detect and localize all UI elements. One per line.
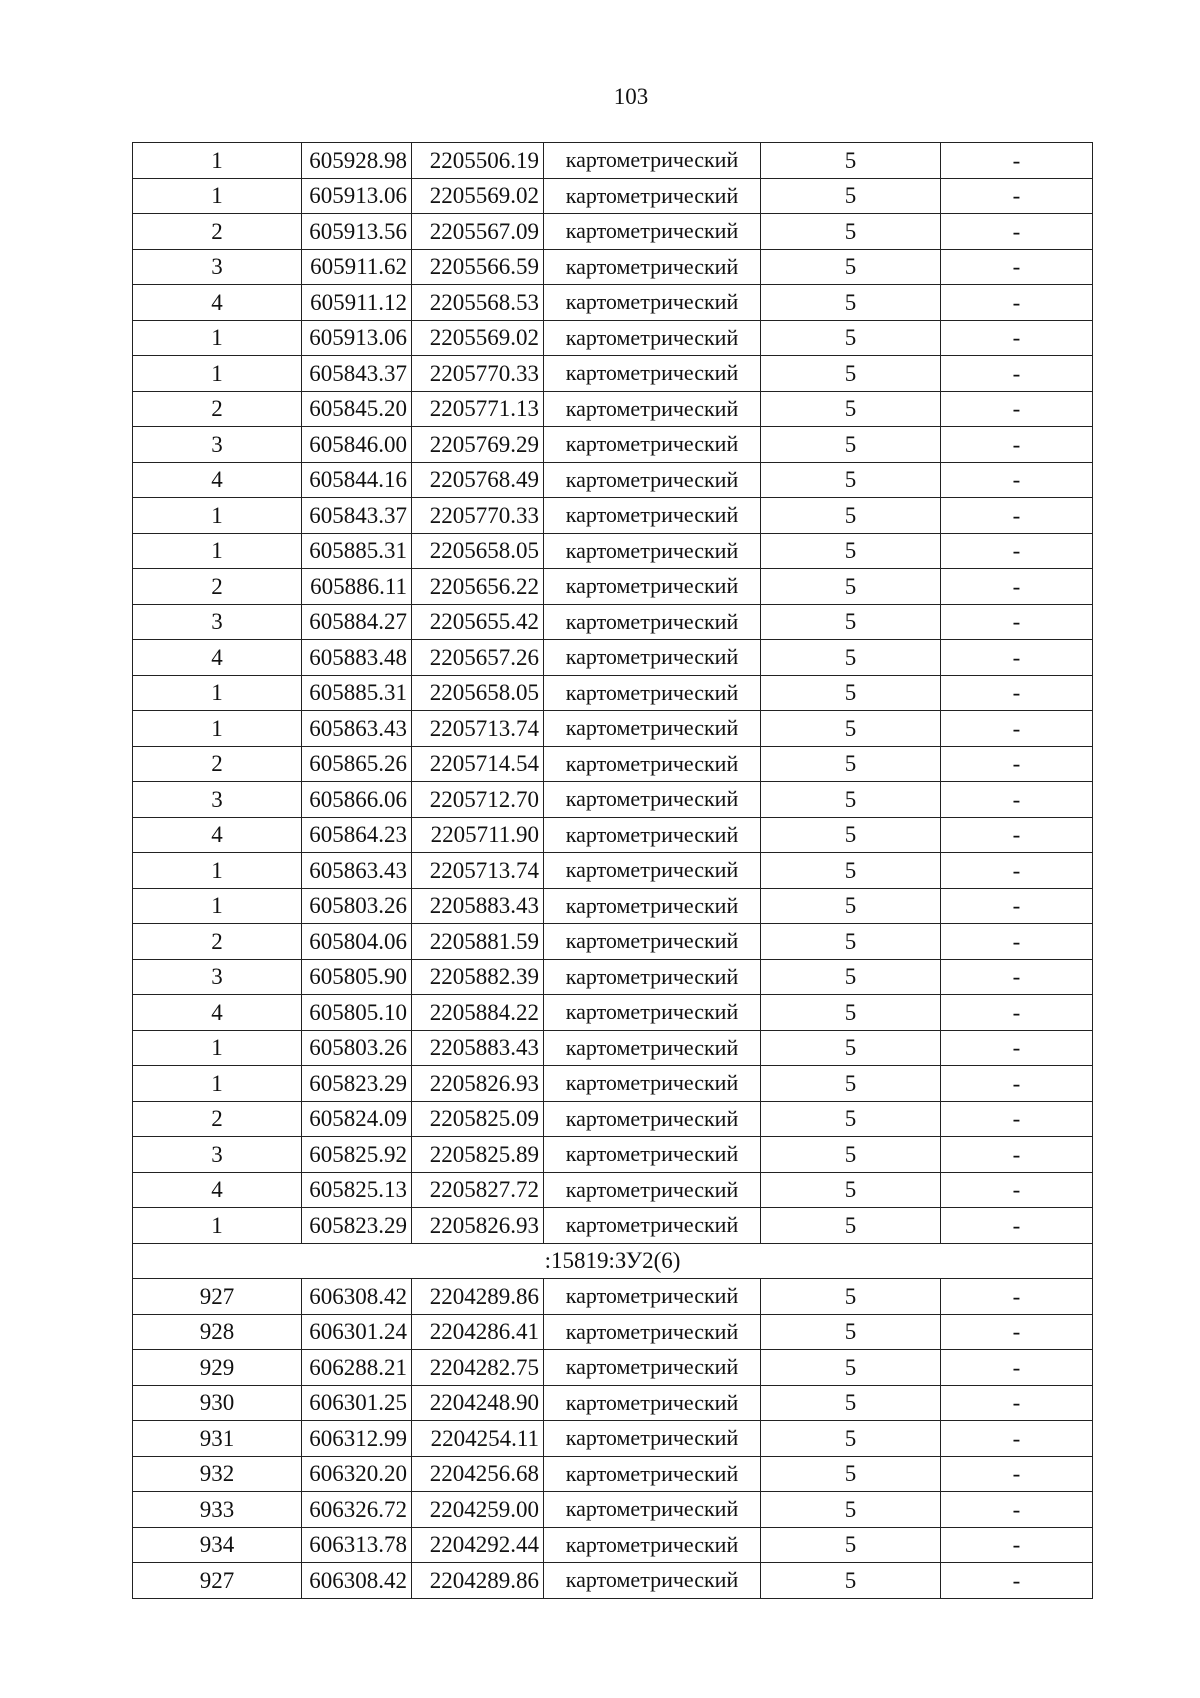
method-cell: картометрический (544, 1456, 761, 1492)
description-cell: - (941, 320, 1093, 356)
y-coordinate-cell: 2205567.09 (412, 214, 544, 250)
x-coordinate-cell: 605864.23 (302, 817, 412, 853)
method-cell: картометрический (544, 853, 761, 889)
accuracy-cell: 5 (761, 1066, 941, 1102)
description-cell: - (941, 1279, 1093, 1315)
description-cell: - (941, 214, 1093, 250)
description-cell: - (941, 498, 1093, 534)
y-coordinate-cell: 2205711.90 (412, 817, 544, 853)
accuracy-cell: 5 (761, 391, 941, 427)
description-cell: - (941, 604, 1093, 640)
table-row (133, 746, 1093, 782)
table-row (133, 640, 1093, 676)
x-coordinate-cell: 605866.06 (302, 782, 412, 818)
table-row (133, 782, 1093, 818)
table-row (133, 1208, 1093, 1244)
table-row (133, 143, 1093, 179)
x-coordinate-cell: 605843.37 (302, 498, 412, 534)
table-row (133, 1527, 1093, 1563)
method-cell: картометрический (544, 746, 761, 782)
method-cell: картометрический (544, 356, 761, 392)
y-coordinate-cell: 2205566.59 (412, 249, 544, 285)
description-cell: - (941, 1421, 1093, 1457)
table-row (133, 924, 1093, 960)
y-coordinate-cell: 2205827.72 (412, 1172, 544, 1208)
point-number-cell: 4 (133, 1172, 302, 1208)
description-cell: - (941, 178, 1093, 214)
point-number-cell: 4 (133, 462, 302, 498)
x-coordinate-cell: 605913.06 (302, 320, 412, 356)
method-cell: картометрический (544, 214, 761, 250)
method-cell: картометрический (544, 995, 761, 1031)
table-row (133, 853, 1093, 889)
y-coordinate-cell: 2204292.44 (412, 1527, 544, 1563)
point-number-cell: 3 (133, 249, 302, 285)
y-coordinate-cell: 2205826.93 (412, 1208, 544, 1244)
y-coordinate-cell: 2205826.93 (412, 1066, 544, 1102)
table-row (133, 1385, 1093, 1421)
y-coordinate-cell: 2204259.00 (412, 1492, 544, 1528)
method-cell: картометрический (544, 640, 761, 676)
method-cell: картометрический (544, 143, 761, 179)
y-coordinate-cell: 2205658.05 (412, 533, 544, 569)
x-coordinate-cell: 605805.90 (302, 959, 412, 995)
description-cell: - (941, 533, 1093, 569)
point-number-cell: 3 (133, 959, 302, 995)
description-cell: - (941, 1456, 1093, 1492)
x-coordinate-cell: 605863.43 (302, 711, 412, 747)
description-cell: - (941, 746, 1093, 782)
method-cell: картометрический (544, 675, 761, 711)
table-row (133, 888, 1093, 924)
table-row (133, 498, 1093, 534)
accuracy-cell: 5 (761, 1030, 941, 1066)
description-cell: - (941, 1066, 1093, 1102)
x-coordinate-cell: 605845.20 (302, 391, 412, 427)
point-number-cell: 1 (133, 356, 302, 392)
point-number-cell: 1 (133, 1030, 302, 1066)
method-cell: картометрический (544, 1279, 761, 1315)
method-cell: картометрический (544, 1492, 761, 1528)
description-cell: - (941, 1137, 1093, 1173)
method-cell: картометрический (544, 782, 761, 818)
x-coordinate-cell: 606320.20 (302, 1456, 412, 1492)
x-coordinate-cell: 605885.31 (302, 675, 412, 711)
table-row (133, 959, 1093, 995)
x-coordinate-cell: 605928.98 (302, 143, 412, 179)
accuracy-cell: 5 (761, 249, 941, 285)
table-row (133, 1030, 1093, 1066)
y-coordinate-cell: 2204254.11 (412, 1421, 544, 1457)
y-coordinate-cell: 2205713.74 (412, 853, 544, 889)
x-coordinate-cell: 605803.26 (302, 888, 412, 924)
x-coordinate-cell: 605825.92 (302, 1137, 412, 1173)
description-cell: - (941, 888, 1093, 924)
accuracy-cell: 5 (761, 924, 941, 960)
y-coordinate-cell: 2205769.29 (412, 427, 544, 463)
y-coordinate-cell: 2205656.22 (412, 569, 544, 605)
x-coordinate-cell: 605865.26 (302, 746, 412, 782)
method-cell: картометрический (544, 711, 761, 747)
description-cell: - (941, 1208, 1093, 1244)
point-number-cell: 932 (133, 1456, 302, 1492)
description-cell: - (941, 1492, 1093, 1528)
description-cell: - (941, 924, 1093, 960)
table-row (133, 320, 1093, 356)
table-row (133, 1563, 1093, 1599)
table-row (133, 1172, 1093, 1208)
y-coordinate-cell: 2204248.90 (412, 1385, 544, 1421)
y-coordinate-cell: 2205768.49 (412, 462, 544, 498)
description-cell: - (941, 817, 1093, 853)
point-number-cell: 4 (133, 995, 302, 1031)
y-coordinate-cell: 2205569.02 (412, 320, 544, 356)
table-row (133, 533, 1093, 569)
y-coordinate-cell: 2205657.26 (412, 640, 544, 676)
accuracy-cell: 5 (761, 356, 941, 392)
method-cell: картометрический (544, 888, 761, 924)
method-cell: картометрический (544, 1066, 761, 1102)
accuracy-cell: 5 (761, 888, 941, 924)
y-coordinate-cell: 2205770.33 (412, 498, 544, 534)
table-row (133, 356, 1093, 392)
description-cell: - (941, 640, 1093, 676)
method-cell: картометрический (544, 604, 761, 640)
x-coordinate-cell: 606308.42 (302, 1563, 412, 1599)
accuracy-cell: 5 (761, 1563, 941, 1599)
method-cell: картометрический (544, 1172, 761, 1208)
point-number-cell: 3 (133, 604, 302, 640)
accuracy-cell: 5 (761, 143, 941, 179)
description-cell: - (941, 356, 1093, 392)
x-coordinate-cell: 606308.42 (302, 1279, 412, 1315)
y-coordinate-cell: 2205884.22 (412, 995, 544, 1031)
method-cell: картометрический (544, 320, 761, 356)
accuracy-cell: 5 (761, 817, 941, 853)
x-coordinate-cell: 605911.12 (302, 285, 412, 321)
method-cell: картометрический (544, 462, 761, 498)
table-row (133, 178, 1093, 214)
description-cell: - (941, 853, 1093, 889)
table-row (133, 285, 1093, 321)
table-row (133, 1350, 1093, 1386)
accuracy-cell: 5 (761, 1137, 941, 1173)
x-coordinate-cell: 605803.26 (302, 1030, 412, 1066)
y-coordinate-cell: 2205825.89 (412, 1137, 544, 1173)
description-cell: - (941, 427, 1093, 463)
description-cell: - (941, 1527, 1093, 1563)
method-cell: картометрический (544, 924, 761, 960)
x-coordinate-cell: 605843.37 (302, 356, 412, 392)
point-number-cell: 1 (133, 675, 302, 711)
accuracy-cell: 5 (761, 995, 941, 1031)
x-coordinate-cell: 605823.29 (302, 1066, 412, 1102)
description-cell: - (941, 391, 1093, 427)
x-coordinate-cell: 605913.06 (302, 178, 412, 214)
accuracy-cell: 5 (761, 285, 941, 321)
page-number: 103 (613, 84, 649, 109)
y-coordinate-cell: 2205658.05 (412, 675, 544, 711)
y-coordinate-cell: 2205881.59 (412, 924, 544, 960)
accuracy-cell: 5 (761, 569, 941, 605)
method-cell: картометрический (544, 285, 761, 321)
accuracy-cell: 5 (761, 1421, 941, 1457)
method-cell: картометрический (544, 249, 761, 285)
accuracy-cell: 5 (761, 1527, 941, 1563)
x-coordinate-cell: 605884.27 (302, 604, 412, 640)
method-cell: картометрический (544, 959, 761, 995)
method-cell: картометрический (544, 427, 761, 463)
point-number-cell: 2 (133, 1101, 302, 1137)
accuracy-cell: 5 (761, 853, 941, 889)
table-row (133, 675, 1093, 711)
x-coordinate-cell: 606313.78 (302, 1527, 412, 1563)
point-number-cell: 930 (133, 1385, 302, 1421)
point-number-cell: 1 (133, 1208, 302, 1244)
method-cell: картометрический (544, 391, 761, 427)
point-number-cell: 4 (133, 817, 302, 853)
x-coordinate-cell: 605883.48 (302, 640, 412, 676)
method-cell: картометрический (544, 1137, 761, 1173)
description-cell: - (941, 1314, 1093, 1350)
description-cell: - (941, 1385, 1093, 1421)
point-number-cell: 1 (133, 320, 302, 356)
table-row (133, 1456, 1093, 1492)
point-number-cell: 3 (133, 427, 302, 463)
table-row (133, 249, 1093, 285)
accuracy-cell: 5 (761, 746, 941, 782)
y-coordinate-cell: 2205883.43 (412, 1030, 544, 1066)
method-cell: картометрический (544, 569, 761, 605)
point-number-cell: 1 (133, 533, 302, 569)
x-coordinate-cell: 605804.06 (302, 924, 412, 960)
y-coordinate-cell: 2205883.43 (412, 888, 544, 924)
table-row (133, 1137, 1093, 1173)
accuracy-cell: 5 (761, 214, 941, 250)
x-coordinate-cell: 605825.13 (302, 1172, 412, 1208)
description-cell: - (941, 1172, 1093, 1208)
description-cell: - (941, 1030, 1093, 1066)
table-row (133, 817, 1093, 853)
table-row (133, 1279, 1093, 1315)
y-coordinate-cell: 2204286.41 (412, 1314, 544, 1350)
table-row (133, 1421, 1093, 1457)
y-coordinate-cell: 2204282.75 (412, 1350, 544, 1386)
accuracy-cell: 5 (761, 1279, 941, 1315)
table-row (133, 711, 1093, 747)
y-coordinate-cell: 2205569.02 (412, 178, 544, 214)
method-cell: картометрический (544, 1101, 761, 1137)
y-coordinate-cell: 2205882.39 (412, 959, 544, 995)
description-cell: - (941, 462, 1093, 498)
description-cell: - (941, 959, 1093, 995)
table-row (133, 1492, 1093, 1528)
method-cell: картометрический (544, 498, 761, 534)
accuracy-cell: 5 (761, 427, 941, 463)
point-number-cell: 1 (133, 178, 302, 214)
coordinates-table-body (133, 143, 1093, 1599)
point-number-cell: 1 (133, 498, 302, 534)
x-coordinate-cell: 605886.11 (302, 569, 412, 605)
point-number-cell: 4 (133, 285, 302, 321)
table-row (133, 1066, 1093, 1102)
y-coordinate-cell: 2205825.09 (412, 1101, 544, 1137)
method-cell: картометрический (544, 1350, 761, 1386)
accuracy-cell: 5 (761, 533, 941, 569)
accuracy-cell: 5 (761, 959, 941, 995)
accuracy-cell: 5 (761, 675, 941, 711)
y-coordinate-cell: 2205714.54 (412, 746, 544, 782)
y-coordinate-cell: 2205713.74 (412, 711, 544, 747)
point-number-cell: 2 (133, 569, 302, 605)
method-cell: картометрический (544, 1563, 761, 1599)
description-cell: - (941, 143, 1093, 179)
point-number-cell: 1 (133, 853, 302, 889)
point-number-cell: 927 (133, 1563, 302, 1599)
point-number-cell: 3 (133, 1137, 302, 1173)
point-number-cell: 933 (133, 1492, 302, 1528)
point-number-cell: 927 (133, 1279, 302, 1315)
point-number-cell: 1 (133, 711, 302, 747)
point-number-cell: 2 (133, 214, 302, 250)
section-title: :15819:ЗУ2(6) (133, 1243, 1093, 1279)
accuracy-cell: 5 (761, 498, 941, 534)
point-number-cell: 2 (133, 391, 302, 427)
x-coordinate-cell: 605823.29 (302, 1208, 412, 1244)
description-cell: - (941, 1101, 1093, 1137)
method-cell: картометрический (544, 817, 761, 853)
point-number-cell: 1 (133, 888, 302, 924)
accuracy-cell: 5 (761, 462, 941, 498)
point-number-cell: 1 (133, 1066, 302, 1102)
y-coordinate-cell: 2205655.42 (412, 604, 544, 640)
accuracy-cell: 5 (761, 1456, 941, 1492)
table-row (133, 427, 1093, 463)
x-coordinate-cell: 605913.56 (302, 214, 412, 250)
point-number-cell: 928 (133, 1314, 302, 1350)
x-coordinate-cell: 605844.16 (302, 462, 412, 498)
accuracy-cell: 5 (761, 178, 941, 214)
x-coordinate-cell: 605863.43 (302, 853, 412, 889)
description-cell: - (941, 782, 1093, 818)
accuracy-cell: 5 (761, 1492, 941, 1528)
x-coordinate-cell: 605885.31 (302, 533, 412, 569)
x-coordinate-cell: 605805.10 (302, 995, 412, 1031)
method-cell: картометрический (544, 1385, 761, 1421)
y-coordinate-cell: 2204289.86 (412, 1563, 544, 1599)
x-coordinate-cell: 606312.99 (302, 1421, 412, 1457)
method-cell: картометрический (544, 1314, 761, 1350)
x-coordinate-cell: 606326.72 (302, 1492, 412, 1528)
accuracy-cell: 5 (761, 1101, 941, 1137)
table-row (133, 604, 1093, 640)
description-cell: - (941, 285, 1093, 321)
y-coordinate-cell: 2205568.53 (412, 285, 544, 321)
table-row (133, 995, 1093, 1031)
point-number-cell: 3 (133, 782, 302, 818)
x-coordinate-cell: 606301.25 (302, 1385, 412, 1421)
description-cell: - (941, 675, 1093, 711)
table-row (133, 1101, 1093, 1137)
y-coordinate-cell: 2204289.86 (412, 1279, 544, 1315)
section-header-row (133, 1243, 1093, 1279)
point-number-cell: 4 (133, 640, 302, 676)
description-cell: - (941, 711, 1093, 747)
method-cell: картометрический (544, 1527, 761, 1563)
accuracy-cell: 5 (761, 320, 941, 356)
y-coordinate-cell: 2205506.19 (412, 143, 544, 179)
accuracy-cell: 5 (761, 1350, 941, 1386)
table-row (133, 569, 1093, 605)
method-cell: картометрический (544, 533, 761, 569)
description-cell: - (941, 249, 1093, 285)
y-coordinate-cell: 2205771.13 (412, 391, 544, 427)
accuracy-cell: 5 (761, 1208, 941, 1244)
accuracy-cell: 5 (761, 604, 941, 640)
y-coordinate-cell: 2204256.68 (412, 1456, 544, 1492)
point-number-cell: 1 (133, 143, 302, 179)
coordinates-table (132, 142, 1093, 1599)
description-cell: - (941, 995, 1093, 1031)
method-cell: картометрический (544, 1030, 761, 1066)
x-coordinate-cell: 605911.62 (302, 249, 412, 285)
accuracy-cell: 5 (761, 640, 941, 676)
description-cell: - (941, 1563, 1093, 1599)
description-cell: - (941, 1350, 1093, 1386)
x-coordinate-cell: 606301.24 (302, 1314, 412, 1350)
description-cell: - (941, 569, 1093, 605)
accuracy-cell: 5 (761, 1172, 941, 1208)
method-cell: картометрический (544, 1421, 761, 1457)
point-number-cell: 934 (133, 1527, 302, 1563)
accuracy-cell: 5 (761, 1385, 941, 1421)
method-cell: картометрический (544, 1208, 761, 1244)
x-coordinate-cell: 605824.09 (302, 1101, 412, 1137)
method-cell: картометрический (544, 178, 761, 214)
point-number-cell: 929 (133, 1350, 302, 1386)
accuracy-cell: 5 (761, 1314, 941, 1350)
point-number-cell: 931 (133, 1421, 302, 1457)
x-coordinate-cell: 605846.00 (302, 427, 412, 463)
accuracy-cell: 5 (761, 782, 941, 818)
point-number-cell: 2 (133, 746, 302, 782)
x-coordinate-cell: 606288.21 (302, 1350, 412, 1386)
table-row (133, 214, 1093, 250)
y-coordinate-cell: 2205770.33 (412, 356, 544, 392)
table-row (133, 391, 1093, 427)
table-row (133, 462, 1093, 498)
accuracy-cell: 5 (761, 711, 941, 747)
y-coordinate-cell: 2205712.70 (412, 782, 544, 818)
point-number-cell: 2 (133, 924, 302, 960)
table-row (133, 1314, 1093, 1350)
